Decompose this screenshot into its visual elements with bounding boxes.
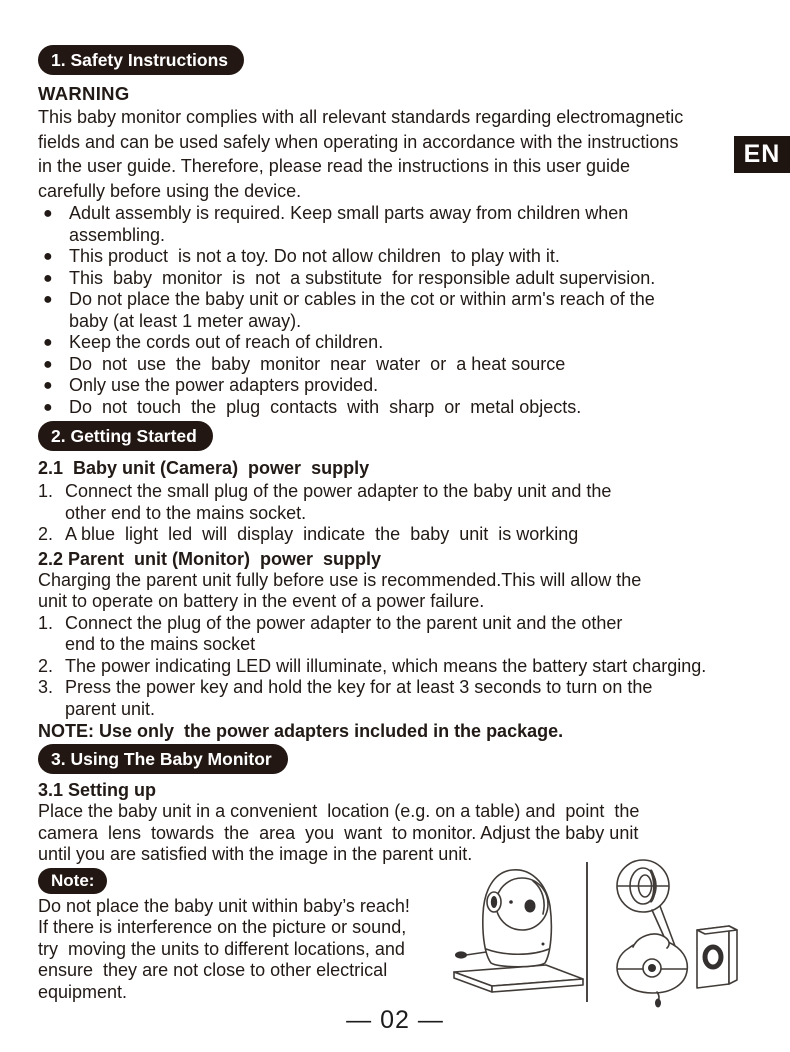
- bullet-item: [38, 354, 752, 376]
- step-item: [38, 677, 752, 720]
- bullet-icon: ●: [43, 377, 53, 394]
- bullet-icon: ●: [43, 205, 53, 222]
- bullet-line: Do not place the baby unit or cables in the cot or within arm's reach of the: [69, 289, 655, 309]
- illustration-divider: [586, 862, 588, 1002]
- bullet-line: baby (at least 1 meter away).: [69, 310, 302, 331]
- subsection-3-1-heading: 3.1 Setting up: [38, 780, 157, 800]
- paragraph-line: fields and can be used safely when operating in accordance with the instructions: [38, 131, 679, 152]
- bullet-line: Do not touch the plug contacts with sharp or metal objects.: [69, 396, 582, 417]
- note-pill: Note:: [38, 868, 107, 894]
- step-line: Connect the plug of the power adapter to the parent unit and the other: [65, 612, 623, 633]
- bullet-icon: ●: [43, 248, 53, 265]
- paragraph-line: carefully before using the device.: [38, 180, 302, 201]
- paragraph-line: Place the baby unit in a convenient location (e.g. on a table) and point the: [38, 801, 640, 821]
- adapter-note-heading: NOTE: Use only the power adapters included in the package.: [38, 721, 564, 741]
- bullet-item: [38, 332, 752, 354]
- step-number: 2.: [38, 524, 54, 544]
- step-item: [38, 613, 752, 656]
- page-number: — 02 —: [346, 1006, 444, 1034]
- paragraph-line: camera lens towards the area you want to monitor. Adjust the baby unit: [38, 822, 639, 843]
- step-line: other end to the mains socket.: [65, 502, 307, 523]
- language-tab-label: EN: [743, 140, 781, 168]
- warning-heading: WARNING: [38, 83, 130, 104]
- bullet-line: assembling.: [69, 224, 166, 245]
- step-line: parent unit.: [65, 698, 156, 719]
- monitor-power-step-list: [38, 613, 752, 721]
- paragraph-line: If there is interference on the picture or sound,: [38, 917, 407, 937]
- page-content: [38, 0, 752, 1003]
- paragraph-line: Charging the parent unit fully before use is recommended.This will allow the: [38, 569, 642, 590]
- section-2-header: [38, 421, 752, 451]
- step-line: The power indicating LED will illuminate, which means the battery start charging.: [65, 655, 707, 676]
- paragraph-line: equipment.: [38, 981, 128, 1002]
- paragraph-line: ensure they are not close to other electrical: [38, 960, 388, 980]
- step-item: [38, 481, 752, 524]
- step-item: [38, 656, 752, 678]
- step-line: Press the power key and hold the key for at least 3 seconds to turn on the: [65, 677, 653, 697]
- bullet-text: [69, 203, 628, 246]
- bullet-icon: ●: [43, 291, 53, 308]
- step-line: Connect the small plug of the power adapter to the baby unit and the: [65, 481, 612, 501]
- bullet-icon: ●: [43, 269, 53, 287]
- paragraph-line: unit to operate on battery in the event of a power failure.: [38, 591, 485, 611]
- bullet-text: [69, 289, 655, 332]
- paragraph-line: in the user guide. Therefore, please read the instructions in this user guide: [38, 156, 631, 176]
- step-line: A blue light led will display indicate the baby unit is working: [65, 524, 579, 544]
- bullet-line: Adult assembly is required. Keep small parts away from children when: [69, 203, 629, 223]
- step-number: 1.: [38, 612, 54, 633]
- section-3-header: [38, 744, 752, 774]
- bullet-line: Do not use the baby monitor near water or a heat source: [69, 353, 566, 374]
- paragraph-line: Do not place the baby unit within baby’s reach!: [38, 895, 410, 916]
- bullet-line: This product is not a toy. Do not allow children to play with it.: [69, 246, 560, 266]
- step-text: [65, 677, 652, 720]
- charging-paragraph: [38, 570, 752, 613]
- intro-paragraph: [38, 105, 752, 203]
- step-text: [65, 613, 622, 656]
- bullet-icon: ●: [43, 355, 53, 373]
- placement-illustration: [450, 856, 790, 1008]
- bullet-item: [38, 289, 752, 332]
- bullet-item: [38, 246, 752, 268]
- subsection-2-1-heading: 2.1 Baby unit (Camera) power supply: [38, 458, 370, 478]
- bullet-line: This baby monitor is not a substitute for responsible adult supervision.: [69, 267, 656, 288]
- baby-unit-on-table-illustration: [450, 856, 585, 1008]
- step-number: 2.: [38, 655, 54, 676]
- camera-power-step-list: [38, 481, 752, 546]
- section-1-title-pill: 1. Safety Instructions: [38, 45, 244, 75]
- bullet-item: [38, 203, 752, 246]
- safety-bullet-list: [38, 203, 752, 418]
- paragraph-line: try moving the units to different locations, and: [38, 938, 405, 959]
- step-number: 1.: [38, 481, 54, 501]
- bullet-icon: ●: [43, 398, 53, 416]
- paragraph-line: This baby monitor complies with all relevant standards regarding electromagnetic: [38, 107, 684, 127]
- paragraph-line: until you are satisfied with the image in the parent unit.: [38, 844, 473, 864]
- section-3-title-pill: 3. Using The Baby Monitor: [38, 744, 288, 774]
- section-2-title-pill: 2. Getting Started: [38, 421, 213, 451]
- step-line: end to the mains socket: [65, 634, 256, 654]
- bullet-item: [38, 375, 752, 397]
- baby-unit-wall-mount-illustration: [596, 856, 744, 1008]
- step-item: [38, 524, 752, 546]
- bullet-item: [38, 397, 752, 419]
- bullet-line: Keep the cords out of reach of children.: [69, 332, 384, 352]
- bullet-item: [38, 268, 752, 290]
- bullet-icon: ●: [43, 334, 53, 351]
- section-1-header: [38, 45, 752, 75]
- bullet-line: Only use the power adapters provided.: [69, 375, 379, 395]
- step-number: 3.: [38, 677, 54, 697]
- subsection-2-2-heading: 2.2 Parent unit (Monitor) power supply: [38, 548, 382, 569]
- step-text: [65, 481, 611, 524]
